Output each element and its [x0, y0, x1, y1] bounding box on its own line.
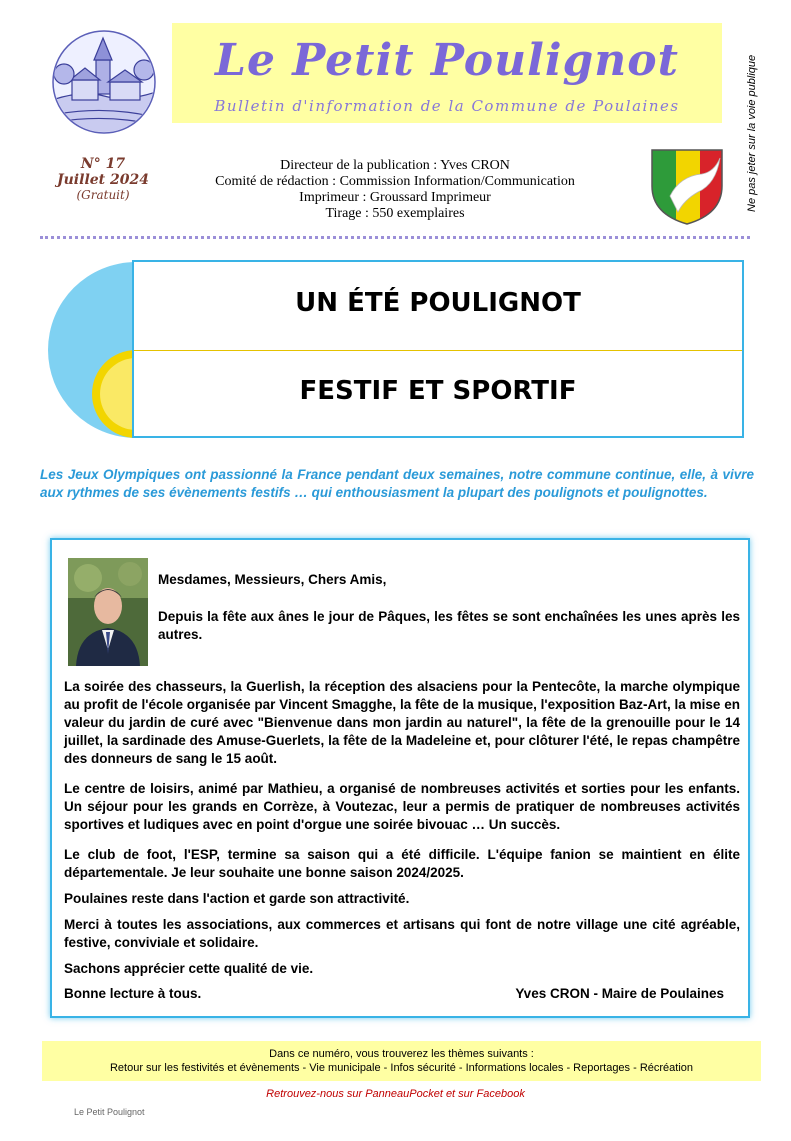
credit-committee: Comité de rédaction : Commission Information/Communication	[215, 174, 575, 189]
letter-paragraph: Merci à toutes les associations, aux commerces et artisans qui font de notre village une cité agréable, festive, conviviale et solidaire.	[64, 917, 740, 950]
side-note: Ne pas jeter sur la voie publique	[746, 54, 758, 212]
letter-closing	[64, 985, 724, 1003]
publication-credits	[200, 158, 590, 222]
follow-us-link[interactable]: Retrouvez-nous sur PanneauPocket et sur Facebook	[266, 1088, 525, 1100]
credit-director: Directeur de la publication : Yves CRON	[280, 158, 510, 173]
issue-info	[48, 156, 158, 202]
headline-box	[132, 260, 744, 438]
letter-salutation: Mesdames, Messieurs, Chers Amis,	[158, 572, 387, 587]
headline-title: UN ÉTÉ POULIGNOT	[295, 288, 581, 318]
issue-number: N° 17	[80, 156, 126, 172]
coat-of-arms-icon	[650, 146, 724, 226]
masthead-banner	[172, 23, 722, 123]
letter-paragraph: Le centre de loisirs, animé par Mathieu, a organisé de nombreuses activités et sorties pour les enfants. Un séjour pour les grands en Corrèze, à Voutezac, leur a permis de pratiquer de nombreuses activités sportives et ludiques avec en point d'orgue une soirée bivouac … Un succès.	[64, 781, 740, 832]
letter-paragraph: Poulaines reste dans l'action et garde son attractivité.	[64, 891, 410, 906]
headline-subtitle: FESTIF ET SPORTIF	[299, 376, 577, 406]
credit-print-run: Tirage : 550 exemplaires	[325, 206, 465, 221]
credit-printer: Imprimeur : Groussard Imprimeur	[299, 190, 491, 205]
letter-paragraph: La soirée des chasseurs, la Guerlish, la réception des alsaciens pour la Pentecôte, la marche olympique au profit de l'école organisée par Vincent Smagghe, la fête de la musique, l'exposition Baz-Art, la mise en valeur du jardin de curé avec "Bienvenue dans mon jardin au naturel", la fête de la grenouille pour le 14 juillet, la sardinade des Amuse-Guerlets, la fête de la Madeleine et, pour clôturer l'été, le repas champêtre des donneurs de sang le 15 août.	[64, 679, 740, 766]
mayor-photo	[68, 558, 148, 666]
issue-date: Juillet 2024	[57, 172, 149, 188]
masthead-title: Le Petit Poulignot	[215, 35, 679, 86]
dotted-separator	[40, 236, 750, 239]
village-logo	[52, 30, 156, 134]
themes-intro: Dans ce numéro, vous trouverez les thèmes suivants :	[269, 1048, 534, 1060]
letter-paragraph: Sachons apprécier cette qualité de vie.	[64, 961, 314, 976]
themes-list: Retour sur les festivités et évènements - Vie municipale - Infos sécurité - Informations locales - Reportages - Récréation	[109, 1062, 694, 1074]
masthead-subtitle: Bulletin d'information de la Commune de Poulaines	[214, 97, 680, 115]
headline-divider	[134, 350, 742, 351]
page-footer-label: Le Petit Poulignot	[74, 1107, 145, 1117]
issue-price: (Gratuit)	[76, 188, 130, 202]
intro-paragraph: Les Jeux Olympiques ont passionné la France pendant deux semaines, notre commune continue, elle, à vivre aux rythmes de ses évènements festifs … qui enthousiasment la plupart des poulignots et poulignottes.	[40, 467, 754, 500]
themes-footer	[42, 1041, 761, 1081]
letter-signature: Yves CRON - Maire de Poulaines	[515, 986, 724, 1001]
closing-text: Bonne lecture à tous.	[64, 986, 202, 1001]
letter-paragraph: Depuis la fête aux ânes le jour de Pâques, les fêtes se sont enchaînées les unes après les autres.	[158, 609, 740, 642]
letter-paragraph: Le club de foot, l'ESP, termine sa saison qui a été difficile. L'équipe fanion se maintient en élite départementale. Je leur souhaite une bonne saison 2024/2025.	[64, 847, 740, 880]
